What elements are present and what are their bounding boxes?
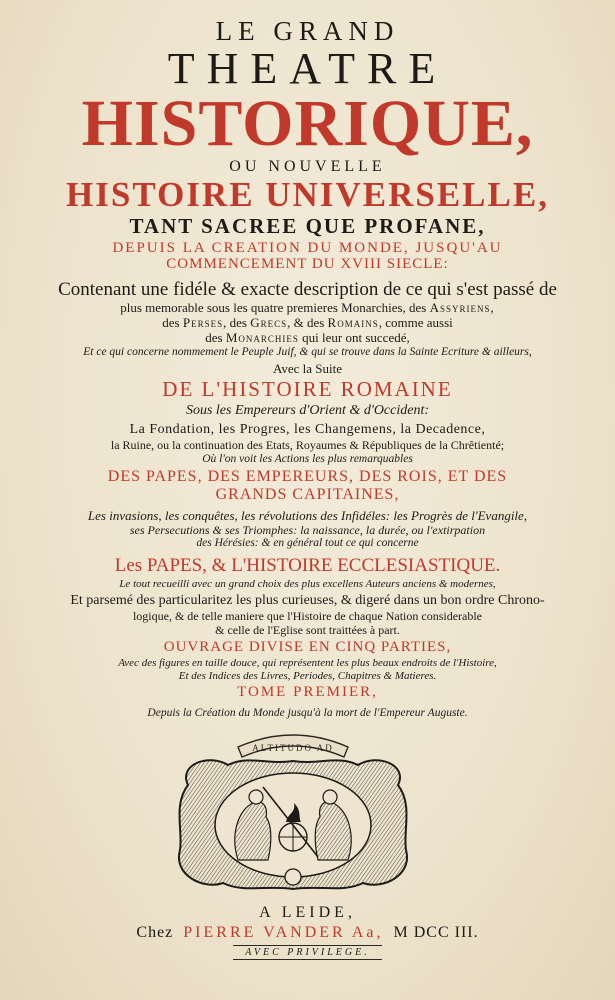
subtitle-ou-nouvelle: OU NOUVELLE	[229, 158, 386, 175]
imprint-publisher-line	[0, 925, 615, 941]
ouvrage-divise: OUVRAGE DIVISE EN CINQ PARTIES,	[163, 638, 452, 655]
description-line-3: des Perses, des Grecs, & des Romains, comme aussi	[162, 315, 453, 330]
imprint-chez: Chez	[136, 924, 174, 941]
subtitle-histoire-universelle: HISTOIRE UNIVERSELLE,	[66, 175, 549, 214]
invasions-line: Les invasions, les conquêtes, les révolutions des Infidéles: les Progrès de l'Evangile,	[87, 508, 528, 523]
parseme-line-3: & celle de l'Eglise sont traittées à part.	[215, 622, 400, 637]
title-le-grand: LE GRAND	[215, 16, 400, 46]
mask-ornament	[285, 869, 301, 885]
description-line-1: Contenant une fidéle & exacte description de ce qui s'est passé de	[58, 279, 557, 300]
avec-des-figures: Avec des figures en taille douce, qui représentent les plus beaux endroits de l'Histoire,	[118, 656, 497, 669]
parseme-line-2: logique, & de telle maniere que l'Histoire de chaque Nation considerable	[132, 608, 483, 623]
subtitle-commencement: COMMENCEMENT DU XVIII SIECLE:	[166, 256, 449, 272]
indices-line: Et des Indices des Livres, Periodes, Chapitres & Matieres.	[178, 669, 437, 682]
heading-histoire-romaine: DE L'HISTOIRE ROMAINE	[162, 376, 453, 401]
histoire-ecclesiastique: Les PAPES, & L'HISTOIRE ECCLESIASTIQUE.	[114, 554, 501, 576]
papes-line-1: DES PAPES, DES EMPEREURS, DES ROIS, ET DES	[107, 468, 508, 485]
depuis-creation: Depuis la Création du Monde jusqu'à la mort de l'Empereur Auguste.	[147, 706, 468, 719]
printers-mark-engraving	[168, 725, 418, 895]
description-line-2: plus memorable sous les quatre premieres Monarchies, des Assyriens,	[120, 300, 495, 315]
description-line-5: Et ce qui concerne nommement le Peuple Juif, & qui se trouve dans la Sainte Ecriture & ailleurs,	[83, 346, 532, 358]
persecutions-line: ses Persecutions & ses Triomphes: la naissance, la durée, ou l'extirpation	[129, 523, 486, 537]
tome-premier: TOME PREMIER,	[237, 683, 378, 700]
subtitle-tant-sacree: TANT SACREE QUE PROFANE,	[129, 214, 486, 238]
subtitle-depuis: DEPUIS LA CREATION DU MONDE, JUSQU'AU	[112, 240, 503, 256]
avec-la-suite: Avec la Suite	[272, 360, 343, 376]
sous-les-empereurs: Sous les Empereurs d'Orient & d'Occident:	[185, 402, 430, 418]
imprint-privilege: AVEC PRIVILEGE.	[0, 948, 615, 958]
title-theatre: THEATRE	[167, 44, 448, 93]
fondation-line: La Fondation, les Progres, les Changemens, la Decadence,	[129, 421, 486, 437]
ou-lon-voit: Où l'on voit les Actions les plus remarquables	[202, 452, 413, 465]
le-tout-recueilli: Le tout recueilli avec un grand choix des plus excellens Auteurs anciens & modernes,	[119, 577, 496, 590]
right-figure-head	[323, 790, 337, 804]
imprint-city: A LEIDE,	[259, 904, 356, 921]
motto-text: ALTITUDO AD	[252, 743, 334, 753]
parseme-line-1: Et parsemé des particularitez les plus curieuses, & digeré dans un bon ordre Chrono-	[70, 592, 545, 608]
imprint-publisher: PIERRE VANDER Aa,	[183, 924, 384, 941]
imprint-year: M DCC III.	[393, 924, 479, 941]
title-historique: HISTORIQUE,	[81, 87, 534, 160]
description-line-4: des Monarchies qui leur ont succedé,	[205, 330, 410, 345]
left-figure-head	[249, 790, 263, 804]
papes-line-2: GRANDS CAPITAINES,	[215, 486, 400, 503]
heresies-line: des Hérésies: & en général tout ce qui concerne	[196, 537, 419, 549]
ruine-line: la Ruine, ou la continuation des Etats, Royaumes & Républiques de la Chrêtienté;	[110, 437, 505, 452]
